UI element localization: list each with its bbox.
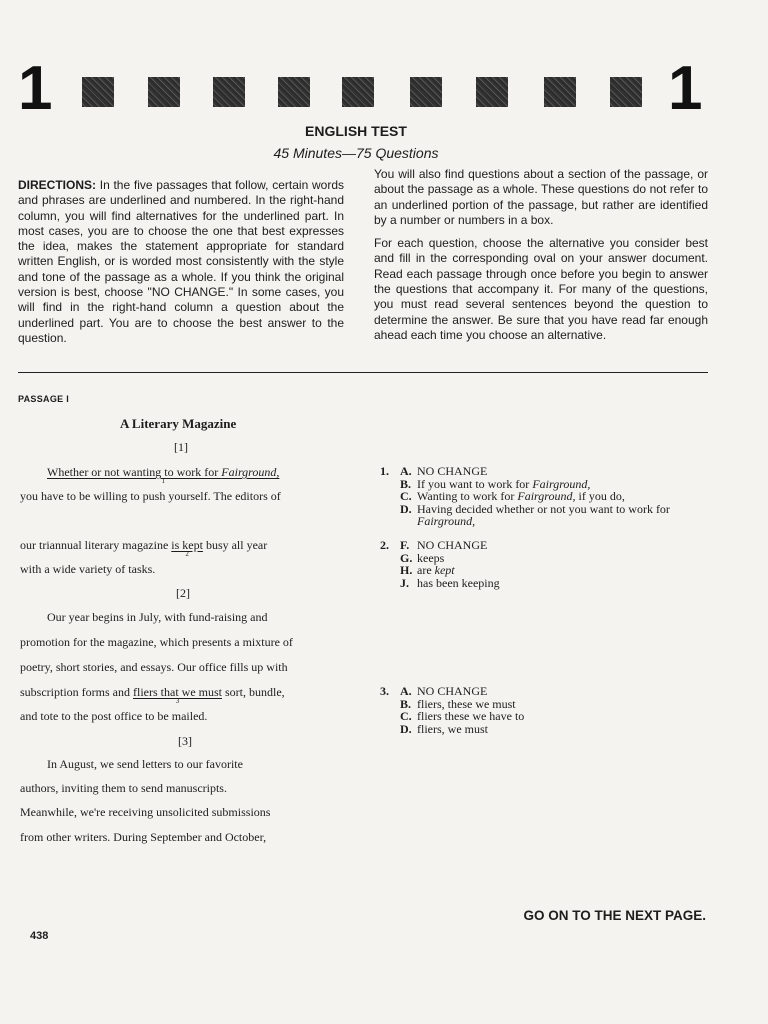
go-on-notice: GO ON TO THE NEXT PAGE. [523,908,706,923]
answer-option[interactable]: 3. A. NO CHANGE [380,684,488,698]
header-block [410,77,442,107]
passage-line: you have to be willing to push yourself. The editors of [20,489,281,503]
header-block [82,77,114,107]
passage-line: subscription forms and fliers that we must 3 sort, bundle, [20,685,285,705]
passage-line: and tote to the post office to be mailed. [20,709,208,723]
passage-line: our triannual literary magazine is kept 2 busy all year [20,538,268,558]
directions-right-para-2: For each question, choose the alternative you consider best and fill in the corresponding oval on your answer document. Read each passage through once before you begin to answer the questions that accompany it. For many of the questions, you must read several sentences beyond the question to determine the answer. Be sure that you have read far enough ahead each time you choose an alternative. [374,236,708,342]
directions-right-para-1: You will also find questions about a section of the passage, or about the passage as a whole. These questions do not refer to an underlined portion of the passage, but rather are identified by a number or numbers in a box. [374,167,708,227]
underlined-portion-2: is kept 2 [171,538,203,558]
header-block [610,77,642,107]
section-number-right: 1 [668,54,703,123]
passage-line: from other writers. During September and October, [20,830,267,844]
directions-right [374,167,708,351]
header-block [476,77,508,107]
answer-option[interactable]: B. If you want to work for Fairground, [400,476,591,491]
passage-line: promotion for the magazine, which presents a mixture of [20,635,293,649]
header-block [148,77,180,107]
passage-line: Our year begins in July, with fund-raising and [47,610,268,624]
answer-option[interactable]: D. fliers, we must [400,721,488,736]
answer-option[interactable]: 1. A. NO CHANGE [380,464,488,478]
answer-option[interactable]: B. fliers, these we must [400,696,516,711]
passage-label: PASSAGE I [18,394,70,404]
test-title: ENGLISH TEST [305,123,407,139]
passage-line: In August, we send letters to our favorite [47,757,243,771]
directions-label: DIRECTIONS: [18,178,96,192]
directions-left-text: In the five passages that follow, certain words and phrases are underlined and numbered. In the right-hand column, you will find alternatives for the underlined part. In most cases, you are to choose the one that best expresses the idea, makes the statement appropriate for standard written English, or is worded most consistently with the style and tone of the passage as a whole. If you think the original version is best, choose "NO CHANGE." In some cases, you will find in the right-hand column a question about the underlined part. You are to choose the best answer to the question. [18,178,344,345]
section-number-left: 1 [18,54,53,123]
question-3 [380,685,710,735]
section-divider [18,372,708,373]
underlined-portion-3: fliers that we must 3 [133,685,222,705]
answer-option[interactable]: 2. F. NO CHANGE [380,538,488,552]
page-number: 438 [30,930,49,942]
underlined-portion-1: Whether or not wanting to work for Fairground, 1 [47,465,280,485]
answer-option[interactable]: C. fliers these we have to [400,709,525,723]
header-block [544,77,576,107]
header-block [278,77,310,107]
passage-line: authors, inviting them to send manuscripts. [20,781,227,795]
answer-option[interactable]: G. keeps [400,550,445,565]
question-2 [380,539,710,589]
question-marker: 1 [161,477,165,485]
question-1 [380,465,710,528]
header-block [213,77,245,107]
directions-left [18,178,344,346]
passage-line: poetry, short stories, and essays. Our office fills up with [20,660,288,674]
passage-title: A Literary Magazine [120,416,237,431]
answer-option[interactable]: D. Having decided whether or not you want to work for Fairground, [400,501,670,528]
answer-option[interactable]: J. has been keeping [400,575,500,590]
paragraph-number: [3] [178,734,192,748]
question-marker: 2 [185,550,189,558]
passage-line: with a wide variety of tasks. [20,562,156,576]
answer-option[interactable]: C. Wanting to work for Fairground, if you do, [400,489,625,503]
passage-line [47,460,279,484]
header-block [342,77,374,107]
question-marker: 3 [175,697,180,705]
test-subtitle: 45 Minutes—75 Questions [273,145,439,161]
paragraph-number: [2] [176,586,190,600]
answer-option[interactable]: H. are kept [400,563,455,577]
passage-line: Meanwhile, we're receiving unsolicited submissions [20,805,271,819]
paragraph-number: [1] [174,440,188,454]
